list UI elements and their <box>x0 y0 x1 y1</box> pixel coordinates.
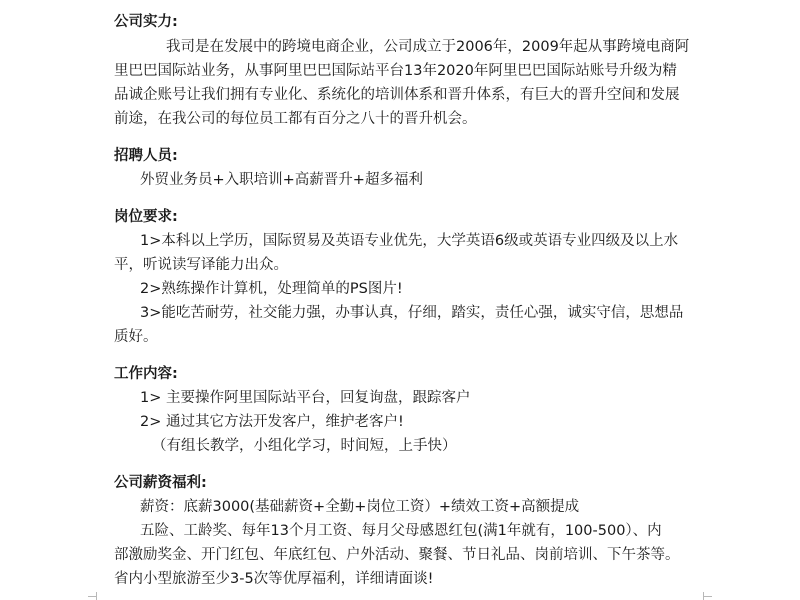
requirements-line-5: 质好。 <box>114 329 158 345</box>
page-corner-mark-right-h <box>703 596 712 597</box>
section-heading-salary-benefits: 公司薪资福利: <box>114 475 207 491</box>
company-strength-line-4: 前途，在我公司的每位员工都有百分之八十的晋升机会。 <box>114 111 477 127</box>
salary-benefits-line-3: 部激励奖金、开门红包、年底红包、户外活动、聚餐、节日礼品、岗前培训、下午茶等。 <box>114 547 680 563</box>
requirements-line-3: 2>熟练操作计算机，处理简单的PS图片! <box>140 281 403 297</box>
salary-benefits-line-4: 省内小型旅游至少3-5次等优厚福利，详细请面谈! <box>114 571 434 587</box>
salary-benefits-line-2: 五险、工龄奖、每年13个月工资、每月父母感恩红包(满1年就有，100-500）、内 <box>140 523 662 539</box>
requirements-line-4: 3>能吃苦耐劳，社交能力强，办事认真，仔细，踏实，责任心强，诚实守信，思想品 <box>140 305 684 321</box>
requirements-line-1: 1>本科以上学历，国际贸易及英语专业优先，大学英语6级或英语专业四级及以上水 <box>140 233 679 249</box>
section-heading-company-strength: 公司实力: <box>114 14 178 30</box>
recruitment-line-1: 外贸业务员+入职培训+高薪晋升+超多福利 <box>140 172 423 188</box>
section-heading-job-content: 工作内容: <box>114 366 178 382</box>
requirements-line-2: 平，听说读写译能力出众。 <box>114 257 288 273</box>
company-strength-line-1: 我司是在发展中的跨境电商企业，公司成立于2006年，2009年起从事跨境电商阿 <box>166 39 690 55</box>
company-strength-line-2: 里巴巴国际站业务，从事阿里巴巴国际站平台13年2020年阿里巴巴国际站账号升级为精 <box>114 63 677 79</box>
section-heading-requirements: 岗位要求: <box>114 209 178 225</box>
job-content-line-3: （有组长教学，小组化学习，时间短，上手快） <box>152 438 457 454</box>
section-heading-recruitment: 招聘人员: <box>114 148 178 164</box>
job-content-line-2: 2> 通过其它方法开发客户，维护老客户! <box>140 414 404 430</box>
salary-benefits-line-1: 薪资：底薪3000(基础薪资+全勤+岗位工资）+绩效工资+高额提成 <box>140 499 580 515</box>
page-corner-mark-left-h <box>88 596 97 597</box>
company-strength-line-3: 品诚企账号让我们拥有专业化、系统化的培训体系和晋升体系，有巨大的晋升空间和发展 <box>114 87 680 103</box>
job-content-line-1: 1> 主要操作阿里国际站平台，回复询盘，跟踪客户 <box>140 390 471 406</box>
